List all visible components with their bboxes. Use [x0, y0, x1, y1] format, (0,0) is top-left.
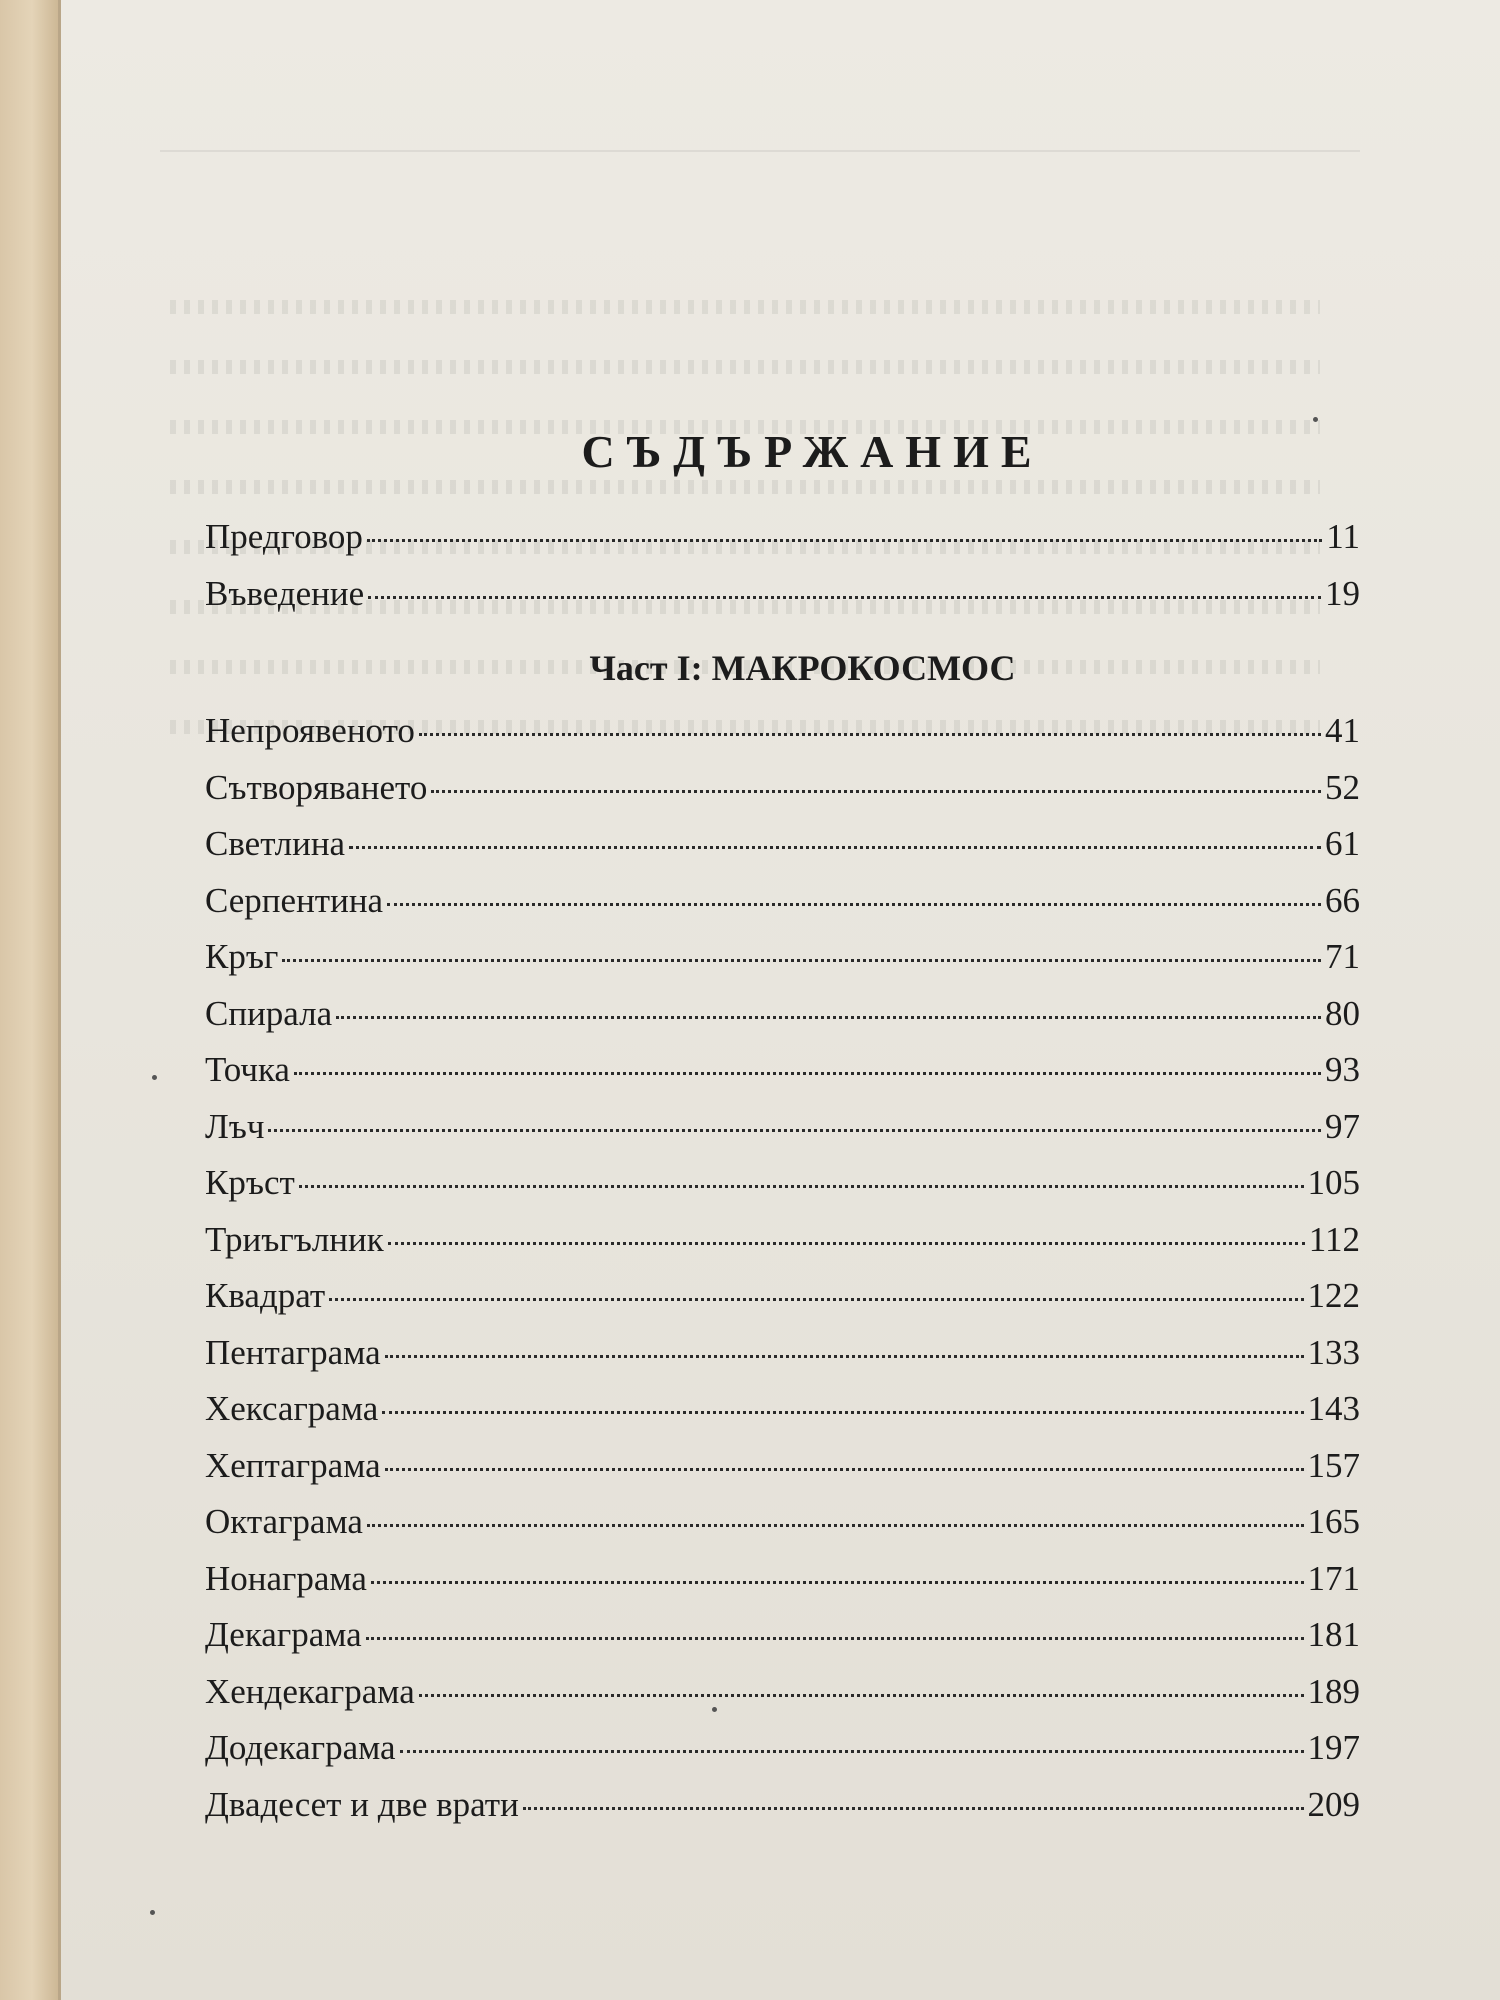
toc-entry [205, 1155, 1360, 1212]
toc-entry [205, 703, 1360, 760]
toc-title: СЪДЪРЖАНИЕ [581, 426, 1044, 477]
dot-leader [282, 959, 1321, 962]
dot-leader [336, 1016, 1321, 1019]
entry-label: Серпентина [205, 880, 384, 920]
entry-label: Нонаграма [205, 1558, 367, 1598]
entry-page-number: 157 [1307, 1445, 1360, 1485]
dot-leader [299, 1185, 1304, 1188]
entry-page-number: 41 [1325, 711, 1360, 750]
dot-leader [431, 790, 1321, 793]
dot-leader [268, 1129, 1321, 1132]
toc-entry [205, 1720, 1360, 1777]
dot-leader [368, 596, 1321, 599]
dot-leader [294, 1072, 1321, 1075]
toc-entry [205, 1438, 1360, 1495]
dot-leader [419, 733, 1321, 736]
dot-leader [329, 1298, 1303, 1301]
dot-leader [387, 903, 1321, 906]
entry-page-number: 93 [1325, 1050, 1360, 1089]
entry-page-number: 181 [1307, 1615, 1360, 1654]
entry-label: Непроявеното [205, 711, 415, 750]
entry-page-number: 171 [1307, 1558, 1360, 1598]
entry-label: Декаграма [205, 1615, 362, 1654]
entry-label: Лъч [205, 1106, 265, 1146]
entry-page-number: 112 [1308, 1219, 1360, 1259]
entry-label: Кръг [205, 937, 279, 976]
toc-entry [205, 1381, 1360, 1438]
toc-entry [205, 565, 1360, 622]
toc-entry [205, 1607, 1360, 1664]
entry-label: Въведение [205, 574, 365, 613]
toc-entry [205, 1551, 1360, 1608]
toc-entry [205, 873, 1360, 930]
entry-page-number: 165 [1307, 1502, 1360, 1541]
entry-label: Пентаграма [205, 1332, 381, 1372]
entry-label: Двадесет и две врати [205, 1784, 519, 1824]
entry-label: Сътворяването [205, 767, 428, 807]
entry-page-number: 61 [1325, 824, 1360, 863]
entry-label: Спирала [205, 993, 333, 1033]
entry-label: Хендекаграма [205, 1671, 415, 1711]
entry-label: Триъгълник [205, 1219, 384, 1259]
dot-leader [419, 1694, 1304, 1697]
entry-page-number: 197 [1307, 1728, 1360, 1767]
entry-page-number: 189 [1307, 1671, 1360, 1711]
entry-page-number: 80 [1325, 993, 1360, 1033]
dot-leader [385, 1355, 1304, 1358]
toc-entry [205, 986, 1360, 1043]
toc-entry [205, 929, 1360, 986]
intro-entries [205, 508, 1360, 622]
dot-leader [523, 1807, 1304, 1810]
toc-entry [205, 1777, 1360, 1834]
entry-label: Додекаграма [205, 1728, 396, 1767]
dot-leader [400, 1750, 1304, 1753]
table-of-contents [205, 425, 1360, 1833]
part1-entries [205, 703, 1360, 1833]
toc-entry [205, 1099, 1360, 1156]
toc-entry [205, 1494, 1360, 1551]
entry-page-number: 11 [1326, 517, 1360, 556]
paper-speck [1313, 417, 1318, 422]
entry-label: Светлина [205, 824, 346, 863]
entry-page-number: 71 [1325, 937, 1360, 976]
entry-page-number: 209 [1307, 1784, 1360, 1824]
paper-speck [152, 1075, 157, 1080]
dot-leader [349, 846, 1321, 849]
entry-page-number: 19 [1325, 574, 1360, 613]
dot-leader [382, 1411, 1303, 1414]
entry-page-number: 97 [1325, 1106, 1360, 1146]
entry-label: Предговор [205, 517, 363, 556]
entry-page-number: 52 [1325, 767, 1360, 807]
entry-label: Октаграма [205, 1502, 363, 1541]
toc-entry [205, 508, 1360, 565]
page-edge [0, 0, 58, 2000]
toc-entry [205, 1268, 1360, 1325]
entry-label: Точка [205, 1050, 290, 1089]
entry-page-number: 122 [1307, 1276, 1360, 1315]
entry-page-number: 133 [1307, 1332, 1360, 1372]
entry-label: Хексаграма [205, 1389, 379, 1428]
part-heading: Част I: МАКРОКОСМОС [589, 648, 1016, 688]
dot-leader [388, 1242, 1305, 1245]
dot-leader [366, 1637, 1304, 1640]
toc-entry [205, 1212, 1360, 1269]
dot-leader [385, 1468, 1304, 1471]
entry-label: Хептаграма [205, 1445, 381, 1485]
entry-page-number: 66 [1325, 880, 1360, 920]
paper-speck [150, 1910, 155, 1915]
toc-entry [205, 1664, 1360, 1721]
entry-label: Квадрат [205, 1276, 326, 1315]
toc-entry [205, 760, 1360, 817]
dot-leader [371, 1581, 1304, 1584]
dot-leader [367, 1524, 1304, 1527]
entry-page-number: 105 [1307, 1163, 1360, 1202]
entry-label: Кръст [205, 1163, 295, 1202]
dot-leader [367, 539, 1322, 542]
entry-page-number: 143 [1307, 1389, 1360, 1428]
toc-entry [205, 1042, 1360, 1099]
toc-entry [205, 816, 1360, 873]
toc-entry [205, 1325, 1360, 1382]
